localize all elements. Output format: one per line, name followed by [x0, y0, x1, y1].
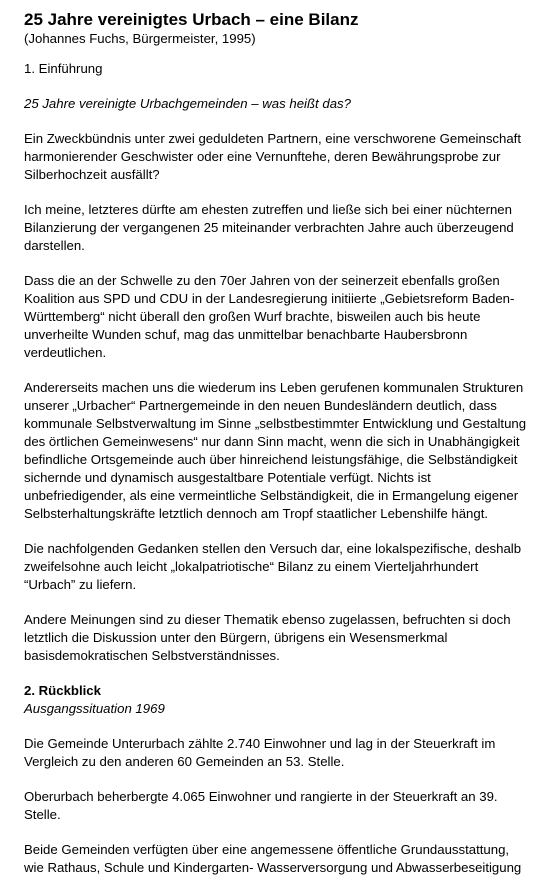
- paragraph: Die nachfolgenden Gedanken stellen den Versuch dar, eine lokalspezifische, deshalb zweifelsohne auch leicht „lokalpatriotische“ Bilanz zu einem Vierteljahrhundert “Urbach” zu liefern.: [24, 541, 522, 592]
- section-2-subheading: Ausgangssituation 1969: [24, 701, 165, 716]
- paragraph: Ein Zweckbündnis unter zwei geduldeten Partnern, eine verschworene Gemeinschaft harmonierender Geschwister oder eine Vernunftehe, deren Bewährungsprobe zur Silberhochzeit ausfällt?: [24, 131, 522, 182]
- paragraph: Oberurbach beherbergte 4.065 Einwohner und rangierte in der Steuerkraft an 39. Stelle.: [24, 789, 498, 822]
- section-1-question: 25 Jahre vereinigte Urbachgemeinden – was heißt das?: [24, 96, 351, 111]
- paragraph: Die Gemeinde Unterurbach zählte 2.740 Einwohner und lag in der Steuerkraft im Vergleich zu den anderen 60 Gemeinden an 53. Stelle.: [24, 736, 496, 769]
- paragraph: Andere Meinungen sind zu dieser Thematik ebenso zugelassen, befruchten si doch letztlich die Diskussion unter den Bürgern, übrigens ein Wesensmerkmal basisdemokratischen Selbstverständnisses.: [24, 612, 511, 663]
- section-1-heading: 1. Einführung: [24, 61, 103, 76]
- paragraph: Dass die an der Schwelle zu den 70er Jahren von der seinerzeit ebenfalls großen Koalition aus SPD und CDU in der Landesregierung initiierte „Gebietsreform Baden-Württemberg“ nicht überall den großen Wurf brachte, bisweilen auch bis heute unverheilte Wunden schuf, mag das unmittelbar benachbarte Haubersbronn verdeutlichen.: [24, 273, 515, 360]
- paragraph: Beide Gemeinden verfügten über eine angemessene öffentliche Grundausstattung, wie Rathaus, Schule und Kindergarten- Wasserversorgung und Abwasserbeseitigung: [24, 842, 522, 875]
- paragraph: Ich meine, letzteres dürfte am ehesten zutreffen und ließe sich bei einer nüchternen Bilanzierung der vergangenen 25 miteinander verbrachten Jahre auch überzeugend darstellen.: [24, 202, 514, 253]
- section-2-heading: 2. Rückblick: [24, 683, 101, 698]
- document-title: 25 Jahre vereinigtes Urbach – eine Bilanz: [24, 10, 359, 29]
- paragraph: Andererseits machen uns die wiederum ins Leben gerufenen kommunalen Strukturen unserer „Urbacher“ Partnergemeinde in den neuen Bundesländern deutlich, dass kommunale Selbstverwaltung im Sinne „selbstbestimmter Entwicklung und Gestaltung des örtlichen Gemeinwesens“ nur dann Sinn macht, wenn die sich in Unabhängigkeit befindliche Ortsgemeinde auch über hinreichend leistungsfähige, die Selbständigkeit sichernde und dynamisch ausgestaltbare Potentiale verfügt. Nichts ist unbefriedigender, als eine vermeintliche Selbständigkeit, die in Ermangelung eigener Selbsterhaltungskräfte letztlich dennoch am Tropf staatlicher Lebenshilfe hängt.: [24, 380, 527, 521]
- document-page: [24, 10, 532, 894]
- document-author-line: (Johannes Fuchs, Bürgermeister, 1995): [24, 31, 256, 46]
